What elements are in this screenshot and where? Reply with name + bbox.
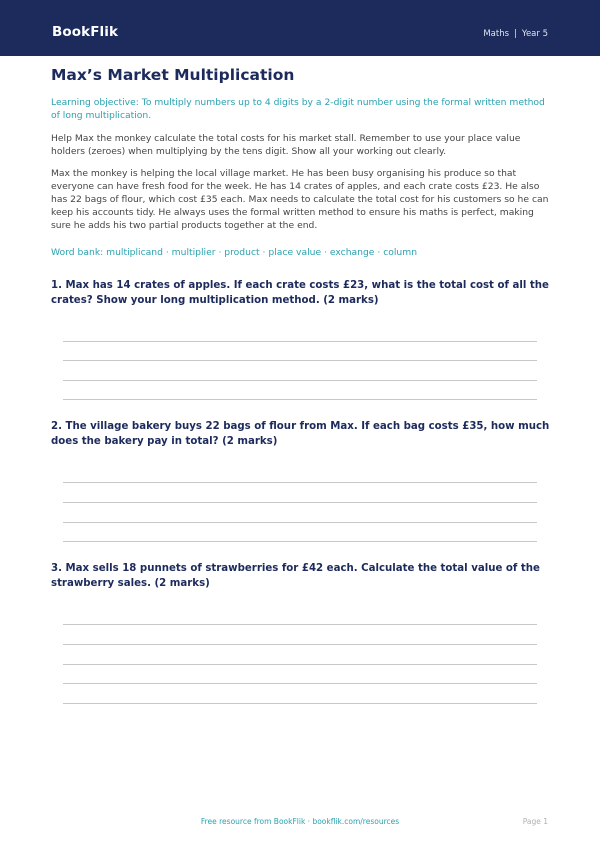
answer-line[interactable] — [63, 644, 537, 645]
answer-line[interactable] — [63, 502, 537, 503]
answer-line[interactable] — [63, 360, 537, 361]
intro-paragraph: Help Max the monkey calculate the total costs for his market stall. Remember to use your place value holders (zeroes) when multiplying by the tens digit. Show all your working out clearly. — [51, 133, 521, 157]
answer-line[interactable] — [63, 703, 537, 704]
subject-year-label — [483, 28, 548, 40]
word-bank: Word bank: multiplicand · multiplier · product · place value · exchange · column — [51, 247, 418, 258]
answer-line[interactable] — [63, 399, 537, 400]
page-title: Max’s Market Multiplication — [51, 66, 295, 84]
answer-line[interactable] — [63, 624, 537, 625]
answer-line[interactable] — [63, 683, 537, 684]
answer-line[interactable] — [63, 341, 537, 342]
answer-line[interactable] — [63, 482, 537, 483]
footer-resource-link[interactable]: Free resource from BookFlik · bookflik.com/resources — [200, 817, 400, 826]
answer-line[interactable] — [63, 380, 537, 381]
answer-line[interactable] — [63, 522, 537, 523]
question-text: 3. Max sells 18 punnets of strawberries for £42 each. Calculate the total value of the strawberry sales. (2 marks) — [51, 563, 540, 589]
page-number: Page 1 — [522, 817, 548, 826]
year-label: Year 5 — [521, 29, 548, 39]
question-text: 1. Max has 14 crates of apples. If each crate costs £23, what is the total cost of all the crates? Show your long multiplication method. (2 marks) — [51, 280, 549, 306]
answer-line[interactable] — [63, 664, 537, 665]
story-paragraph: Max the monkey is helping the local village market. He has been busy organising his produce so that everyone can have fresh food for the week. He has 14 crates of apples, and each crate costs £23. He also has 22 bags of flour, which cost £35 each. Max needs to calculate the total cost for his customers so he can keep his accounts tidy. He always uses the formal written method to ensure his maths is perfect, making sure he adds his two partial products together at the end. — [51, 168, 549, 231]
top-header-bar — [0, 0, 600, 56]
subject-label: Maths — [483, 29, 510, 39]
answer-line[interactable] — [63, 541, 537, 542]
question-text: 2. The village bakery buys 22 bags of flour from Max. If each bag costs £35, how much does the bakery pay in total? (2 marks) — [51, 421, 550, 447]
brand-logo-text[interactable]: BookFlik — [52, 24, 119, 40]
separator: | — [514, 29, 517, 39]
learning-objective: Learning objective: To multiply numbers up to 4 digits by a 2-digit number using the formal written method of long multiplication. — [51, 97, 545, 121]
